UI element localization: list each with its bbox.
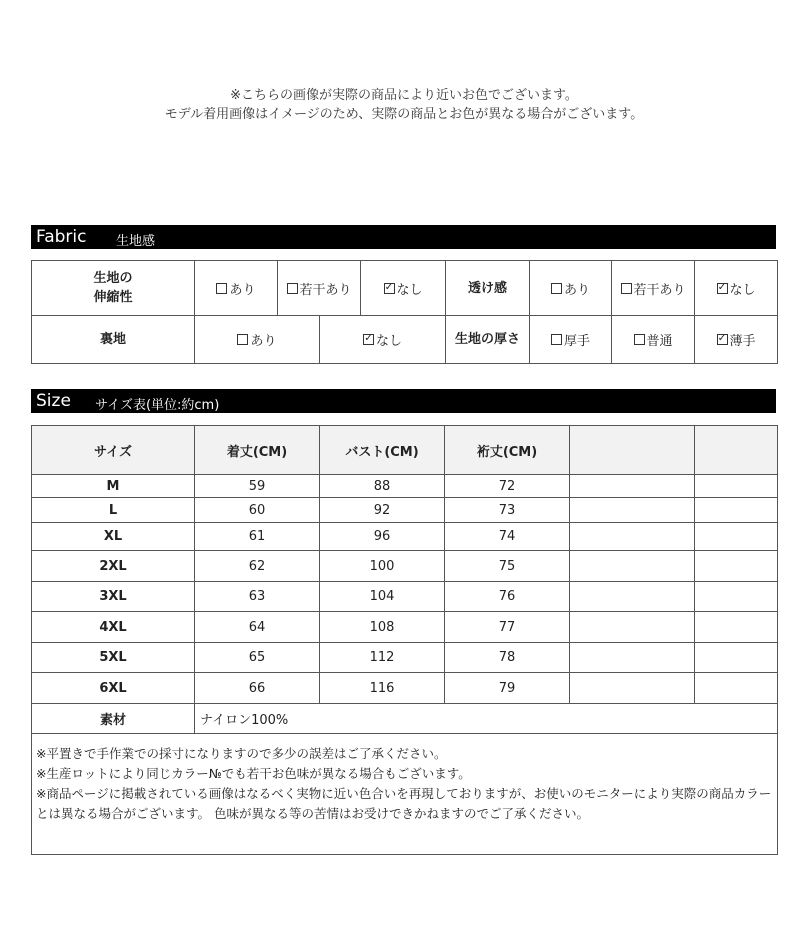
size-title-en: Size [36,391,71,411]
stretch-option-1 [278,261,361,316]
sheer-option-label: なし [729,282,756,298]
stretch-option-0 [195,261,278,316]
thickness-option-label: 厚手 [564,334,591,349]
length-cell: 63 [195,582,320,612]
empty-cell [695,498,778,523]
empty-cell [570,643,695,673]
size-cell: 4XL [32,612,195,643]
notes-row [32,734,778,855]
sheer-label: 透け感 [446,261,530,316]
bust-cell: 104 [320,582,445,612]
sleeve-cell: 76 [445,582,570,612]
checkbox-icon [287,283,298,294]
empty-cell [570,582,695,612]
sheer-option-2 [695,261,778,316]
stretch-label-line-1: 生地の [93,271,133,286]
fabric-title-ja: 生地感 [116,234,156,249]
sleeve-cell: 73 [445,498,570,523]
stretch-option-label: なし [396,282,423,298]
empty-cell [570,498,695,523]
empty-cell [695,582,778,612]
empty-cell [570,523,695,551]
empty-cell [570,475,695,498]
lining-option-1 [320,316,446,364]
thickness-label: 生地の厚さ [446,316,530,364]
size-table-header-row [32,426,778,475]
lining-option-label: あり [250,334,277,349]
sleeve-cell: 75 [445,551,570,582]
size-cell: 2XL [32,551,195,582]
sleeve-cell: 77 [445,612,570,643]
header-empty [695,426,778,475]
note-line: ※平置きで手作業での採寸になりますので多少の誤差はご了承ください。 [36,746,447,761]
notice-line-2: モデル着用画像はイメージのため、実際の商品とお色が異なる場合がございます。 [164,107,644,122]
sheer-option-1 [612,261,695,316]
empty-cell [570,673,695,704]
bust-cell: 88 [320,475,445,498]
length-cell: 59 [195,475,320,498]
thickness-option-2 [695,316,778,364]
lining-label: 裏地 [32,316,195,364]
length-cell: 66 [195,673,320,704]
empty-cell [570,612,695,643]
empty-cell [695,475,778,498]
thickness-option-1 [612,316,695,364]
size-cell: 3XL [32,582,195,612]
checkbox-icon [634,334,645,345]
sleeve-cell: 74 [445,523,570,551]
size-cell: 5XL [32,643,195,673]
table-row [32,551,778,582]
header-sleeve: 裄丈(CM) [445,426,570,475]
material-row [32,704,778,734]
table-row [32,582,778,612]
notice-line-1: ※こちらの画像が実際の商品により近いお色でございます。 [230,88,578,103]
header-empty [570,426,695,475]
material-label: 素材 [32,704,195,734]
sheer-option-label: 若干あり [633,282,686,298]
header-size: サイズ [32,426,195,475]
size-cell: 6XL [32,673,195,704]
lining-option-label: なし [376,334,403,349]
sleeve-cell: 79 [445,673,570,704]
sheer-option-0 [530,261,612,316]
bust-cell: 108 [320,612,445,643]
table-row [32,643,778,673]
checkbox-icon [621,283,632,294]
thickness-option-label: 普通 [646,334,673,349]
length-cell: 60 [195,498,320,523]
notes-cell [32,734,778,855]
length-cell: 61 [195,523,320,551]
fabric-table [31,260,778,364]
checkbox-icon [551,334,562,345]
sheer-option-label: あり [564,282,591,298]
table-row [32,523,778,551]
size-cell: XL [32,523,195,551]
empty-cell [695,673,778,704]
bust-cell: 92 [320,498,445,523]
length-cell: 64 [195,612,320,643]
bust-cell: 100 [320,551,445,582]
checked-box-icon [363,334,374,345]
sleeve-cell: 78 [445,643,570,673]
empty-cell [695,551,778,582]
fabric-title-en: Fabric [36,227,87,247]
note-line: ※生産ロットにより同じカラー№でも若干お色味が異なる場合もございます。 [36,766,471,781]
header-bust: バスト(CM) [320,426,445,475]
table-row [32,612,778,643]
table-row [32,475,778,498]
table-row [32,673,778,704]
stretch-option-label: 若干あり [299,282,352,298]
empty-cell [695,612,778,643]
size-cell: M [32,475,195,498]
note-line: ※商品ページに掲載されている画像はなるべく実物に近い色合いを再現しておりますが、お使いのモニターにより実際の商品カラーとは異なる場合がございます。 色味が異なる等の苦情はお受けできかねますのでご了承ください。 [36,786,772,821]
length-cell: 65 [195,643,320,673]
size-cell: L [32,498,195,523]
bust-cell: 116 [320,673,445,704]
checked-box-icon [717,334,728,345]
empty-cell [695,643,778,673]
sleeve-cell: 72 [445,475,570,498]
length-cell: 62 [195,551,320,582]
empty-cell [695,523,778,551]
fabric-section-header [31,225,776,249]
size-section-header [31,389,776,413]
table-row [32,498,778,523]
material-value: ナイロン100% [195,704,778,734]
stretch-label-line-2: 伸縮性 [93,290,133,305]
checked-box-icon [717,283,728,294]
stretch-label [32,261,195,316]
bust-cell: 112 [320,643,445,673]
lining-option-0 [195,316,320,364]
checkbox-icon [551,283,562,294]
header-length: 着丈(CM) [195,426,320,475]
checkbox-icon [216,283,227,294]
checkbox-icon [237,334,248,345]
empty-cell [570,551,695,582]
stretch-option-label: あり [229,282,256,298]
thickness-option-label: 薄手 [729,334,756,349]
bust-cell: 96 [320,523,445,551]
thickness-option-0 [530,316,612,364]
size-table [31,425,778,855]
checked-box-icon [384,283,395,294]
stretch-option-2 [361,261,446,316]
size-title-ja: サイズ表(単位:約cm) [95,398,220,413]
